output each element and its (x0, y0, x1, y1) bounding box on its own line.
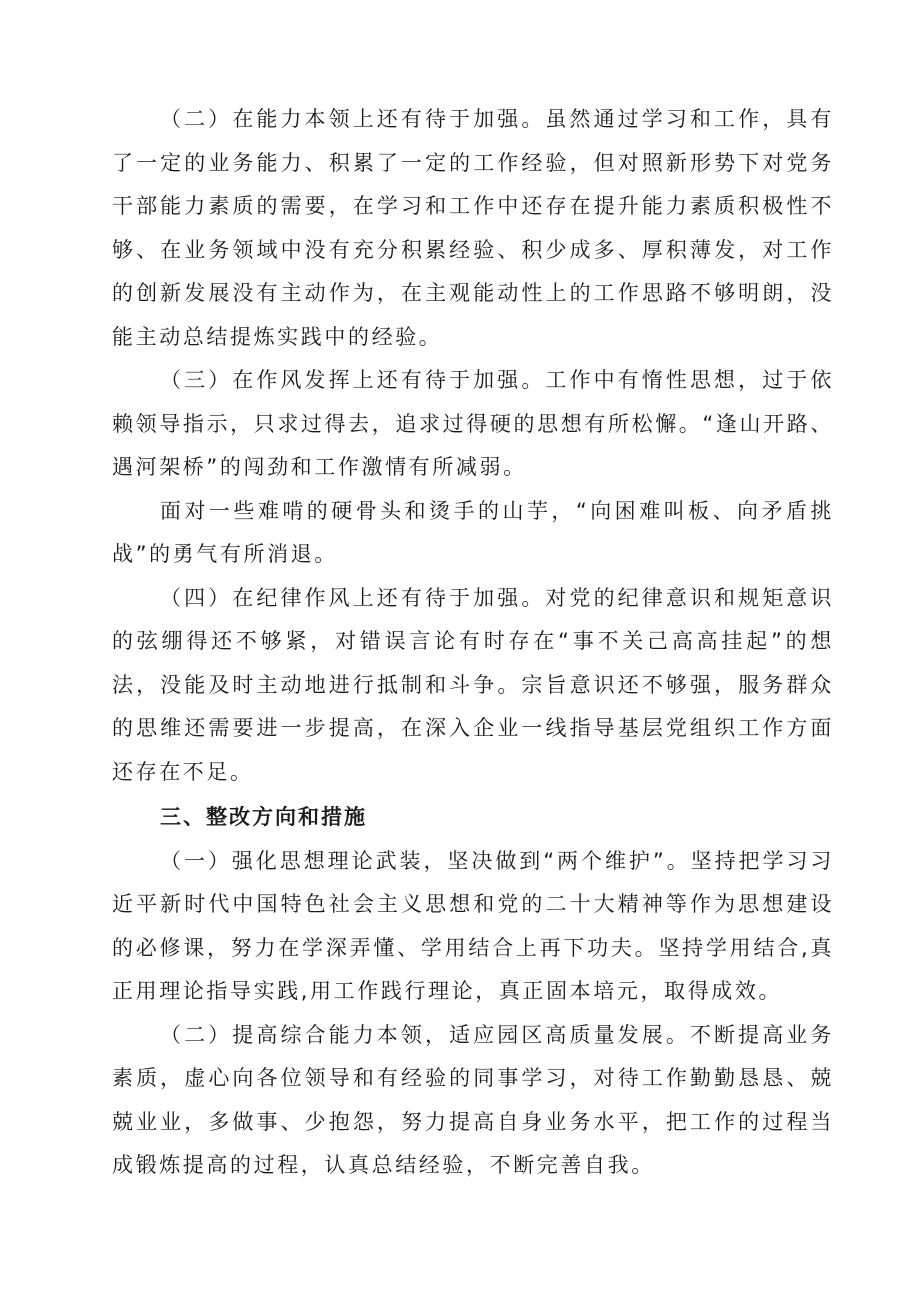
paragraph-discipline: （四）在纪律作风上还有待于加强。对党的纪律意识和规矩意识的弦绷得还不够紧，对错误言论有时存在“事不关己高高挂起”的想法，没能及时主动地进行抵制和斗争。宗旨意识还不够强，服务群众的思维还需要进一步提高，在深入企业一线指导基层党组织工作方面还存在不足。 (112, 585, 834, 784)
paragraph-ability: （二）在能力本领上还有待于加强。虽然通过学习和工作，具有了一定的业务能力、积累了一定的工作经验，但对照新形势下对党务干部能力素质的需要，在学习和工作中还存在提升能力素质积极性不够、在业务领域中没有充分积累经验、积少成多、厚积薄发，对工作的创新发展没有主动作为，在主观能动性上的工作思路不够明朗，没能主动总结提炼实践中的经验。 (112, 107, 834, 349)
paragraph-measure-ability: （二）提高综合能力本领，适应园区高质量发展。不断提高业务素质，虚心向各位领导和有经验的同事学习，对待工作勤勤恳恳、兢兢业业，多做事、少抱怨，努力提高自身业务水平，把工作的过程当成锻炼提高的过程，认真总结经验，不断完善自我。 (112, 1022, 834, 1177)
paragraph-courage: 面对一些难啃的硬骨头和烫手的山芋，“向困难叫板、向矛盾挑战”的勇气有所消退。 (112, 498, 834, 566)
section-heading-rectification: 三、整改方向和措施 (160, 805, 367, 829)
document-body (112, 98, 834, 1188)
paragraph-work-style: （三）在作风发挥上还有待于加强。工作中有惰性思想，过于依赖领导指示，只求过得去，追求过得硬的思想有所松懈。“逢山开路、遇河架桥”的闯劲和工作激情有所减弱。 (112, 368, 834, 479)
paragraph-measure-theory: （一）强化思想理论武装，坚决做到“两个维护”。坚持把学习习近平新时代中国特色社会主义思想和党的二十大精神等作为思想建设的必修课，努力在学深弄懂、学用结合上再下功夫。坚持学用结合,真正用理论指导实践,用工作践行理论，真正固本培元，取得成效。 (112, 848, 834, 1003)
